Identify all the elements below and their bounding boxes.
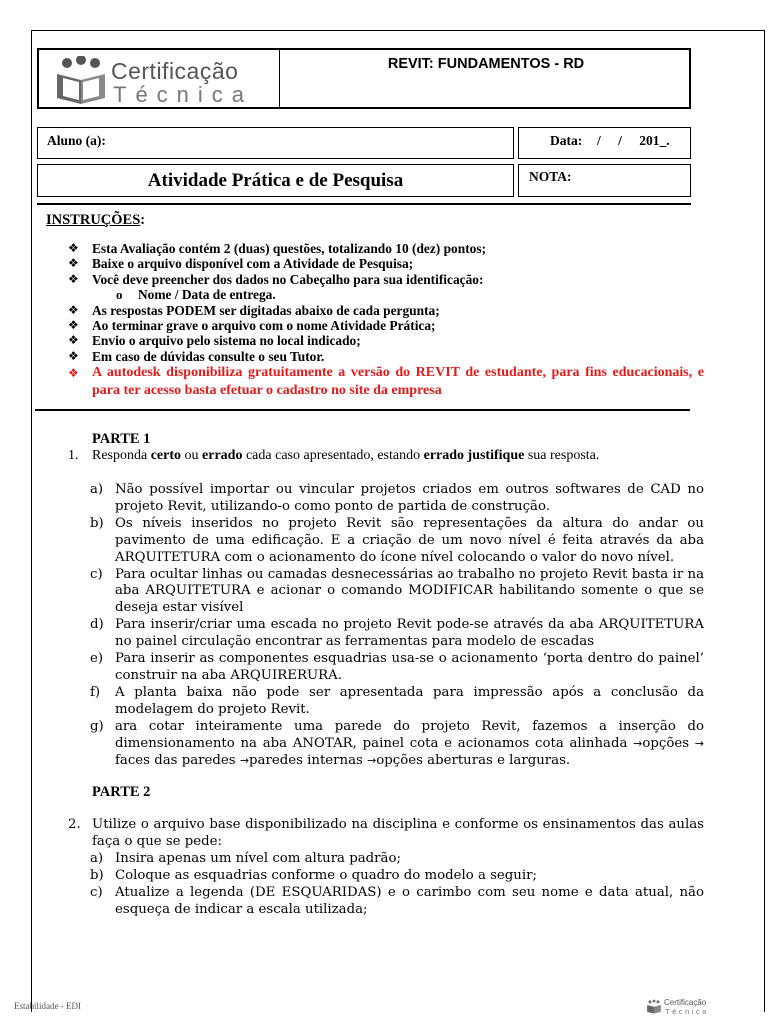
list-subitem [68, 287, 704, 302]
item-text: ara cotar inteiramente uma parede do projeto Revit, fazemos a inserção do dimensionamento na aba ANOTAR, painel cota e acionamos cota alinhada [115, 718, 704, 751]
item-letter: b) [90, 867, 104, 883]
diamond-bullet-icon: ❖ [68, 333, 79, 348]
header-box [37, 48, 691, 109]
item-letter: a) [90, 482, 104, 497]
highlight-item [68, 364, 704, 400]
list-item [90, 567, 704, 618]
list-item [90, 885, 704, 919]
item-letter: d) [90, 617, 104, 633]
item-text: Atualize a legenda (DE ESQUARIDAS) e o carimbo com seu nome e data atual, não esqueça de indicar a escala utilizada; [115, 884, 704, 917]
instructions-title-text: INSTRUÇÕES [46, 212, 141, 228]
diamond-bullet-icon: ❖ [68, 271, 79, 286]
part1-title: PARTE 1 [92, 431, 151, 447]
list-item [68, 272, 704, 287]
circle-bullet-icon: o [116, 287, 123, 303]
footer-logo-top: Certificação [664, 998, 707, 1007]
activity-title: Atividade Prática e de Pesquisa [147, 170, 404, 191]
item-text: Não possível importar ou vincular projetos criados em outros softwares de CAD no projeto Revit, utilizando-o como ponto de partida de construção. [115, 482, 704, 514]
list-item-text: Você deve preencher dos dados no Cabeçalho para sua identificação: [92, 271, 484, 287]
question-number: 2. [68, 817, 81, 832]
list-item [68, 256, 704, 271]
list-item [68, 349, 704, 364]
item-text: opções aberturas e larguras. [376, 752, 571, 768]
item-letter: c) [90, 884, 103, 900]
item-text: Para inserir as componentes esquadrias usa-se o acionamento ‘porta dentro do painel’ construir na aba ARQUIRERURA. [115, 651, 704, 683]
list-item [90, 617, 704, 651]
q-emph: errado justifique [423, 448, 525, 463]
diamond-bullet-icon: ❖ [68, 366, 79, 381]
date-value: / / 201_. [597, 133, 670, 148]
list-item-text: Nome / Data de entrega. [138, 287, 276, 303]
item-letter: b) [90, 515, 104, 531]
item-text: Os níveis inseridos no projeto Revit são representações da altura do andar ou pavimento de uma edificação. E a criação de um novo nível é feita através da aba ARQUITETURA com o acionamento do ícone nível colocando o valor do novo nível. [115, 515, 704, 565]
arrow-right-icon: → [367, 753, 377, 767]
list-item [90, 516, 704, 567]
list-item-text: Envio o arquivo pelo sistema no local indicado; [92, 333, 361, 349]
diamond-bullet-icon: ❖ [68, 256, 79, 271]
diamond-bullet-icon: ❖ [68, 302, 79, 317]
instructions-list [68, 241, 704, 400]
item-letter: g) [90, 718, 104, 734]
list-item-text: Em caso de dúvidas consulte o seu Tutor. [92, 348, 325, 364]
list-item [90, 651, 704, 685]
list-item-text: Baixe o arquivo disponível com a Atividade de Pesquisa; [92, 256, 414, 272]
brand-logo [53, 56, 273, 106]
arrow-right-icon: → [694, 736, 704, 750]
divider-line [37, 203, 691, 205]
course-title: REVIT: FUNDAMENTOS - RD [387, 56, 585, 72]
diamond-bullet-icon: ❖ [68, 348, 79, 363]
list-item [90, 482, 704, 516]
date-field[interactable] [518, 127, 691, 159]
instructions-title-colon: : [140, 212, 146, 228]
date-label: Data: [550, 133, 583, 148]
activity-title-box [37, 164, 514, 197]
list-item [68, 333, 704, 348]
list-item-text: Ao terminar grave o arquivo com o nome Atividade Prática; [92, 318, 436, 334]
logo-text-top: Certificação [111, 58, 239, 84]
item-text: faces das paredes [115, 752, 236, 768]
list-item [90, 685, 704, 719]
item-text: A planta baixa não pode ser apresentada para impressão após a conclusão da modelagem do projeto Revit. [115, 684, 704, 717]
list-item-text: Esta Avaliação contém 2 (duas) questões, totalizando 10 (dez) pontos; [92, 241, 487, 256]
header-divider [279, 50, 280, 107]
item-letter: f) [90, 684, 101, 700]
diamond-bullet-icon: ❖ [68, 241, 79, 255]
q-text: cada caso apresentado, estando [245, 448, 421, 463]
question-text [92, 448, 704, 464]
logo-icon [646, 999, 662, 1015]
list-item-text: As respostas PODEM ser digitadas abaixo de cada pergunta; [92, 302, 440, 318]
q-emph: errado [202, 448, 243, 463]
item-text: Insira apenas um nível com altura padrão; [115, 851, 401, 866]
question-number: 1. [68, 448, 79, 463]
item-letter: c) [90, 566, 103, 582]
list-item [90, 851, 704, 868]
item-letter: e) [90, 651, 104, 667]
part2-items [90, 851, 704, 919]
logo-icon [53, 56, 109, 106]
item-text: Para inserir/criar uma escada no projeto Revit pode-se através da aba ARQUITETURA no painel circulação encontrar as ferramentas para modelo de escadas [115, 617, 704, 650]
item-text: opções [642, 735, 690, 751]
list-item [68, 318, 704, 333]
item-text: paredes internas [249, 752, 363, 768]
item-text: Coloque as esquadrias conforme o quadro do modelo a seguir; [115, 867, 537, 883]
list-item [68, 303, 704, 318]
grade-field[interactable] [518, 164, 691, 197]
instructions-title [46, 212, 145, 229]
arrow-right-icon: → [239, 753, 250, 767]
part2-title: PARTE 2 [92, 784, 151, 800]
question-text: Utilize o arquivo base disponibilizado na disciplina e conforme os ensinamentos das aulas faça o que se pede: [92, 817, 704, 849]
highlight-text: A autodesk disponibiliza gratuitamente a versão do REVIT de estudante, para fins educacionais, e para ter acesso basta efetuar o cadastro no site da empresa [92, 365, 704, 399]
item-letter: a) [90, 851, 104, 866]
q-text: ou [184, 448, 199, 463]
q-emph: certo [150, 448, 182, 463]
divider-line [35, 409, 690, 411]
part1-items [90, 482, 704, 769]
logo-text-bottom: Técnica [113, 82, 254, 107]
list-item [90, 868, 704, 885]
diamond-bullet-icon: ❖ [68, 318, 79, 333]
footer-text: Estabilidade - EDI [14, 1001, 81, 1011]
part2-question [68, 817, 704, 851]
q-text: sua resposta. [527, 448, 600, 463]
grade-label: NOTA: [529, 169, 572, 184]
arrow-right-icon: → [633, 736, 643, 750]
part1-question [68, 448, 704, 464]
footer-logo [646, 998, 718, 1018]
list-item [68, 241, 704, 256]
footer-logo-bottom: Técnica [665, 1007, 709, 1016]
student-field[interactable] [37, 127, 514, 159]
q-text: Responda [92, 448, 148, 463]
student-label: Aluno (a): [47, 133, 106, 148]
list-item [90, 719, 704, 770]
item-text: Para ocultar linhas ou camadas desnecessárias ao trabalho no projeto Revit basta ir na aba ARQUITETURA e acionar o comando MODIFICAR habilitando somente o que se deseja estar visível [115, 566, 704, 616]
